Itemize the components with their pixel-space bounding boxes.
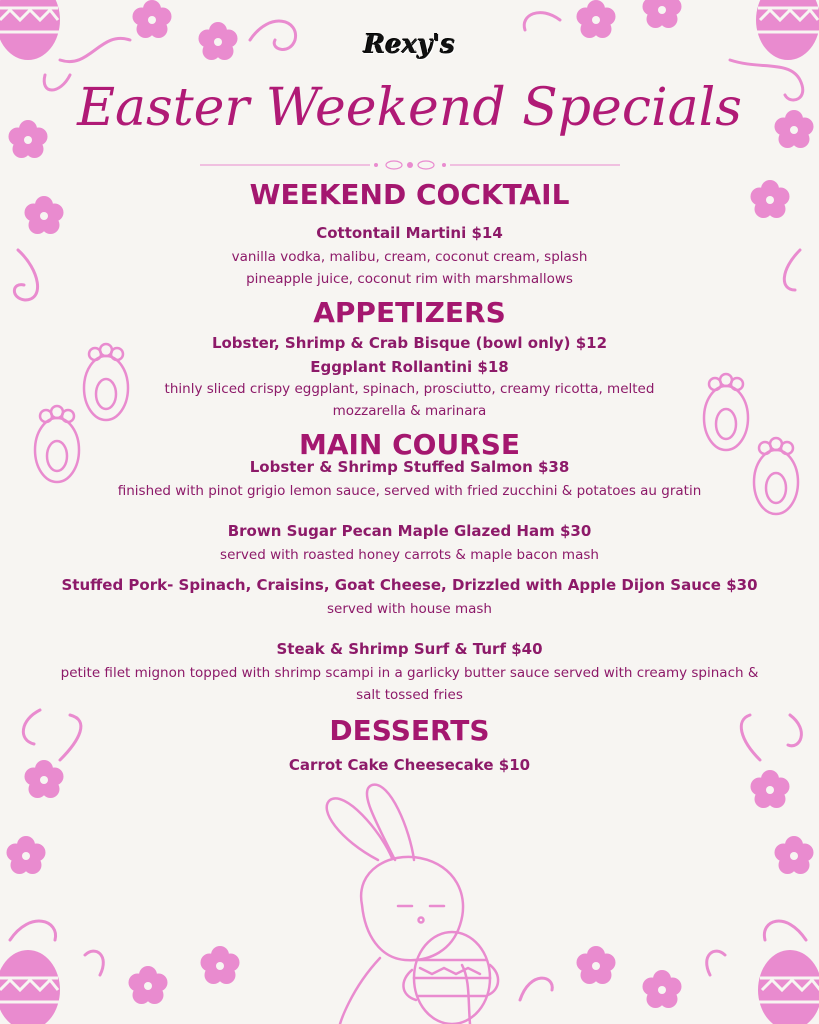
- menu-item-description: served with roasted honey carrots & maple bacon mash: [220, 547, 599, 563]
- menu-item-name: Stuffed Pork- Spinach, Craisins, Goat Cheese, Drizzled with Apple Dijon Sauce $30: [61, 576, 758, 594]
- menu-item-description: vanilla vodka, malibu, cream, coconut cream, splash: [231, 249, 588, 265]
- menu-item-name: Brown Sugar Pecan Maple Glazed Ham $30: [227, 522, 592, 540]
- section-heading: DESSERTS: [329, 714, 490, 747]
- menu-item-name: Eggplant Rollantini $18: [310, 358, 509, 376]
- section-heading: WEEKEND COCKTAIL: [249, 178, 570, 211]
- menu-item-description: mozzarella & marinara: [332, 403, 487, 419]
- section-heading: MAIN COURSE: [298, 428, 521, 461]
- menu-item-description: served with house mash: [327, 601, 492, 617]
- menu-item-name: Cottontail Martini $14: [316, 224, 503, 242]
- menu-item-name: Lobster & Shrimp Stuffed Salmon $38: [249, 458, 570, 476]
- section-weekend-cocktail: [0, 178, 819, 290]
- menu-content: [0, 178, 819, 776]
- section-main-course: [0, 428, 819, 706]
- section-appetizers: [0, 296, 819, 422]
- menu-item-name: Carrot Cake Cheesecake $10: [288, 756, 531, 774]
- menu-item-description: salt tossed fries: [356, 687, 463, 703]
- menu-item-name: Lobster, Shrimp & Crab Bisque (bowl only) $12: [211, 334, 608, 352]
- menu-item-description: pineapple juice, coconut rim with marshmallows: [246, 271, 573, 287]
- menu-item-description: thinly sliced crispy eggplant, spinach, prosciutto, creamy ricotta, melted: [164, 381, 655, 397]
- section-heading: APPETIZERS: [313, 296, 506, 329]
- menu-item-description: finished with pinot grigio lemon sauce, served with fried zucchini & potatoes au gratin: [117, 483, 702, 499]
- section-desserts: [0, 714, 819, 776]
- menu-item-name: Steak & Shrimp Surf & Turf $40: [276, 640, 543, 658]
- page-title: Easter Weekend Specials: [77, 78, 742, 138]
- logo-text: Rexy's: [363, 30, 456, 60]
- menu-item-description: petite filet mignon topped with shrimp scampi in a garlicky butter sauce served with creamy spinach &: [60, 665, 759, 681]
- ornament-divider: [200, 158, 620, 172]
- restaurant-logo: [0, 28, 819, 62]
